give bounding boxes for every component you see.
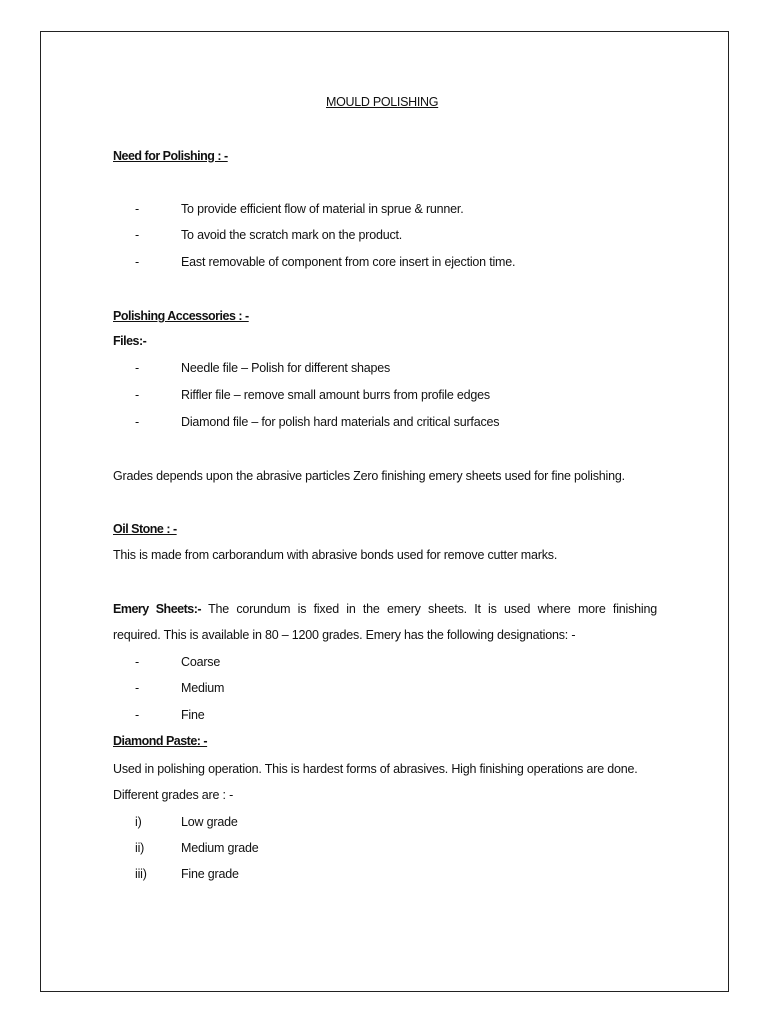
diamond-text-line2: Different grades are : - (113, 788, 234, 802)
emery-item-1: Coarse (181, 655, 221, 669)
file-item-3: Diamond file – for polish hard materials and critical surfaces (181, 415, 500, 429)
emery-label: Emery Sheets:- (113, 602, 202, 616)
accessories-heading: Polishing Accessories : - (113, 309, 249, 323)
diamond-item-2: Medium grade (181, 841, 259, 855)
bullet-dash: - (135, 361, 140, 375)
bullet-dash: - (135, 228, 140, 242)
bullet-dash: - (135, 708, 140, 722)
diamond-item-num: ii) (135, 841, 145, 855)
bullet-dash: - (135, 202, 140, 216)
diamond-item-num: i) (135, 815, 142, 829)
file-item-1: Needle file – Polish for different shapes (181, 361, 391, 375)
diamond-item-1: Low grade (181, 815, 238, 829)
need-item-1: To provide efficient flow of material in sprue & runner. (181, 202, 464, 216)
emery-paragraph-line1 (113, 601, 657, 617)
file-item-2: Riffler file – remove small amount burrs from profile edges (181, 388, 490, 402)
bullet-dash: - (135, 681, 140, 695)
emery-item-3: Fine (181, 708, 205, 722)
need-heading: Need for Polishing : - (113, 149, 228, 163)
bullet-dash: - (135, 388, 140, 402)
need-item-3: East removable of component from core insert in ejection time. (181, 255, 516, 269)
need-item-2: To avoid the scratch mark on the product. (181, 228, 403, 242)
oil-stone-heading: Oil Stone : - (113, 522, 177, 536)
diamond-item-3: Fine grade (181, 867, 239, 881)
emery-text-line1: The corundum is fixed in the emery sheets. It is used where more finishing (208, 602, 657, 616)
files-heading: Files:- (113, 334, 147, 348)
diamond-heading: Diamond Paste: - (113, 734, 208, 748)
diamond-text-line1: Used in polishing operation. This is hardest forms of abrasives. High finishing operations are done. (113, 762, 638, 776)
emery-item-2: Medium (181, 681, 225, 695)
grades-paragraph: Grades depends upon the abrasive particles Zero finishing emery sheets used for fine polishing. (113, 469, 625, 483)
document-title: MOULD POLISHING (326, 95, 439, 109)
bullet-dash: - (135, 415, 140, 429)
oil-stone-text: This is made from carborandum with abrasive bonds used for remove cutter marks. (113, 548, 558, 562)
emery-text-line2: required. This is available in 80 – 1200 grades. Emery has the following designations: - (113, 628, 576, 642)
bullet-dash: - (135, 655, 140, 669)
bullet-dash: - (135, 255, 140, 269)
diamond-item-num: iii) (135, 867, 147, 881)
